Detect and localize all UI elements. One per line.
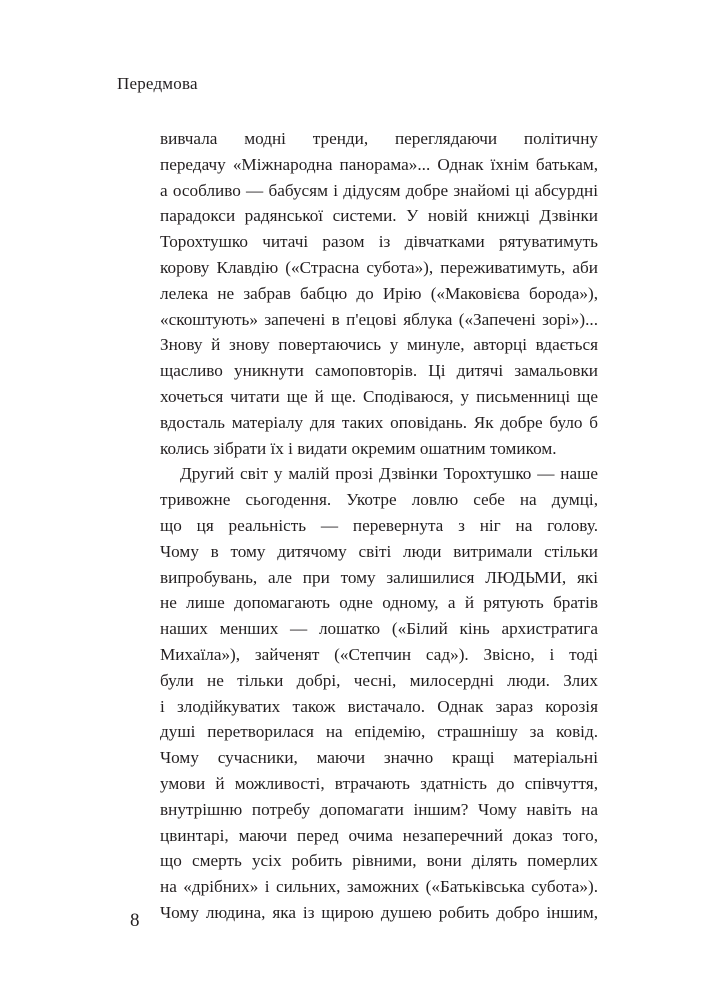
text-line: Михаїла»), зайченят («Степчин сад»). Звісно, і тоді	[160, 644, 598, 664]
text-line: вдосталь матеріалу для таких оповідань. Як добре було б	[160, 412, 598, 432]
text-line: вивчала модні тренди, переглядаючи політичну	[160, 129, 598, 148]
text-line: що ця реальність — перевернута з ніг на голову.	[160, 515, 598, 535]
text-line: були не тільки добрі, чесні, милосердні люди. Злих	[160, 670, 598, 690]
text-line: цвинтарі, маючи перед очима незаперечний доказ того,	[160, 825, 598, 845]
text-line: наших менших — лошатко («Білий кінь архистратига	[160, 619, 598, 639]
body-text	[160, 126, 598, 926]
text-line: лелека не забрав бабцю до Ирію («Маковієва борода»),	[160, 283, 598, 303]
text-line: Чому сучасники, маючи значно кращі матеріальні	[160, 748, 598, 768]
text-line: що смерть усіх робить рівними, вони ділять померлих	[160, 851, 598, 871]
text-line: передачу «Міжнародна панорама»... Однак їхнім батькам,	[160, 154, 598, 174]
text-line: Торохтушко читачі разом із дівчатками рятуватимуть	[160, 232, 598, 252]
text-line: умови й можливості, втрачають здатність до співчуття,	[160, 773, 598, 793]
page-number: 8	[130, 910, 140, 931]
text-line: випробувань, але при тому залишилися ЛЮДЬМИ, які	[160, 567, 598, 587]
text-line: хочеться читати ще й ще. Сподіваюся, у письменниці ще	[160, 386, 598, 406]
text-line: і злодійкуватих також вистачало. Однак зараз корозія	[160, 696, 598, 716]
paragraph-first-line: Другий світ у малій прозі Дзвінки Торохтушко — наше	[180, 464, 598, 484]
text-line: тривожне сьогодення. Укотре ловлю себе на думці,	[160, 490, 598, 510]
running-header: Передмова	[117, 74, 198, 93]
text-line: Чому в тому дитячому світі люди витримали стільки	[160, 541, 598, 561]
text-line: а особливо — бабусям і дідусям добре знайомі ці абсурдні	[160, 180, 598, 200]
text-line: Знову й знову повертаючись у минуле, авторці вдається	[160, 335, 598, 355]
text-line: «скоштують» запечені в п'ецові яблука («Запечені зорі»)...	[160, 309, 598, 329]
text-line: корову Клавдію («Страсна субота»), переживатимуть, аби	[160, 257, 598, 277]
text-line: колись зібрати їх і видати окремим ошатним томиком.	[160, 438, 557, 458]
text-line: душі перетворилася на епідемію, страшнішу за ковід.	[160, 722, 598, 742]
text-line: внутрішню потребу допомагати іншим? Чому навіть на	[160, 799, 598, 819]
text-line: Чому людина, яка із щирою душею робить добро іншим,	[160, 902, 598, 922]
text-line: не лише допомагають одне одному, а й рятують братів	[160, 593, 598, 613]
text-line: щасливо уникнути самоповторів. Ці дитячі замальовки	[160, 361, 598, 381]
text-line: на «дрібних» і сильних, заможних («Батьківська субота»).	[160, 877, 598, 897]
text-line: парадокси радянської системи. У новій книжці Дзвінки	[160, 206, 598, 226]
